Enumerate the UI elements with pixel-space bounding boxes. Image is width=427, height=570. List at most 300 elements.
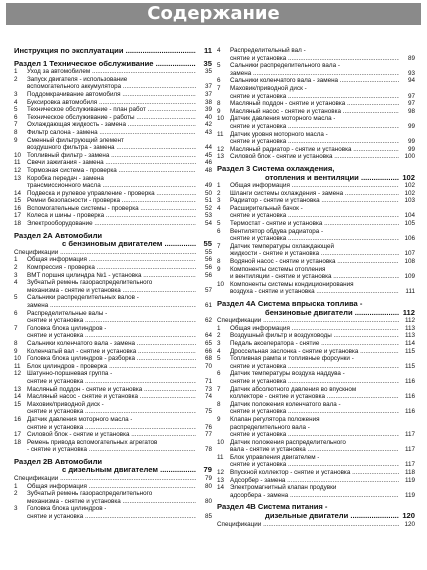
toc-entry[interactable] <box>217 492 415 500</box>
toc-entry-number: 1 <box>217 324 221 332</box>
toc-entry-number: 5 <box>217 62 221 70</box>
toc-entry[interactable] <box>14 294 212 302</box>
toc-entry-page: 61 <box>204 302 212 309</box>
toc-entry[interactable] <box>14 68 212 76</box>
toc-entry-title: Распределительный вал - <box>230 47 306 54</box>
toc-entry[interactable] <box>14 159 212 167</box>
toc-entry[interactable] <box>217 138 415 146</box>
toc-entry-title: Запуск двигателя - использование <box>27 75 128 83</box>
section-heading-page: 11 <box>203 47 212 55</box>
toc-entry[interactable] <box>217 273 415 281</box>
section-heading[interactable] <box>217 165 415 174</box>
toc-entry-title: Масляный насос - снятие и установка ..... <box>230 108 399 116</box>
toc-entry-title: Сменный фильтрующий элемент <box>27 136 124 144</box>
section-heading-text: Раздел 1 Техническое обслуживание ..... <box>14 60 196 69</box>
toc-entry-page: 55 <box>204 248 212 256</box>
toc-entry-page: 49 <box>204 182 212 190</box>
toc-entry[interactable] <box>217 47 415 55</box>
toc-entry[interactable] <box>217 408 415 416</box>
toc-entry[interactable] <box>14 483 212 491</box>
toc-entry[interactable] <box>217 182 415 190</box>
toc-entry-number: 9 <box>14 347 18 355</box>
toc-entry[interactable] <box>14 363 212 371</box>
toc-left-column <box>14 47 212 521</box>
toc-entry-title: механизма - снятие и установка ..... <box>27 498 196 506</box>
toc-entry-title: Сальники распределительного вала - <box>230 62 340 70</box>
toc-entry[interactable] <box>14 424 212 432</box>
toc-entry[interactable] <box>14 490 212 498</box>
toc-entry-number: 6 <box>217 77 221 85</box>
toc-entry-page: 97 <box>407 92 415 100</box>
toc-entry[interactable] <box>217 281 415 289</box>
toc-entry[interactable] <box>217 477 415 485</box>
toc-entry-page: 97 <box>407 100 415 108</box>
toc-entry-page: 117 <box>404 431 415 439</box>
toc-entry-title: Головка блока цилиндров - разборка ..... <box>27 355 196 363</box>
toc-entry-number: 2 <box>217 189 221 197</box>
toc-entry[interactable] <box>217 446 415 454</box>
toc-entry[interactable] <box>14 446 212 454</box>
toc-entry-page: 77 <box>204 431 212 439</box>
section-heading-continued[interactable] <box>217 309 415 318</box>
toc-entry[interactable] <box>14 287 212 295</box>
toc-entry-title: снятие и установка ..... <box>27 378 196 386</box>
section-heading[interactable] <box>217 503 415 512</box>
toc-entry[interactable] <box>14 76 212 84</box>
toc-entry[interactable] <box>14 325 212 333</box>
toc-entry[interactable] <box>14 220 212 228</box>
toc-entry-title: Фильтр салона - замена ..... <box>27 129 196 137</box>
section-heading-continued[interactable] <box>217 174 415 183</box>
toc-entry[interactable] <box>14 340 212 348</box>
toc-entry-page: 117 <box>404 461 415 469</box>
toc-entry-page: 76 <box>204 423 212 431</box>
toc-entry-title: снятие и установка ..... <box>230 123 399 131</box>
toc-entry-page: 37 <box>204 83 212 91</box>
toc-entry-title: Шланги системы охлаждения - замена ..... <box>230 190 399 198</box>
toc-entry-number: 13 <box>217 153 225 161</box>
toc-entry-title: снятие и установка ..... <box>230 55 399 63</box>
toc-entry-title: воздуха - снятие и установка ..... <box>230 288 399 296</box>
section-heading-text: бензиновые двигатели ..... <box>265 309 399 318</box>
toc-entry-number: 18 <box>14 438 22 446</box>
toc-entry[interactable] <box>217 212 415 220</box>
toc-entry-page: 113 <box>404 332 415 340</box>
toc-entry[interactable] <box>217 70 415 78</box>
toc-entry-page: 94 <box>407 77 415 85</box>
toc-entry-number: 7 <box>14 324 18 332</box>
toc-entry[interactable] <box>217 220 415 228</box>
toc-entry[interactable] <box>217 332 415 340</box>
toc-entry-title: Датчик абсолютного давления во впускном <box>230 385 357 393</box>
toc-entry[interactable] <box>14 197 212 205</box>
toc-entry-title: Клапан регулятора положения <box>230 415 320 423</box>
toc-entry[interactable] <box>14 212 212 220</box>
toc-entry[interactable] <box>217 416 415 424</box>
toc-entry-title: снятие и установка ..... <box>27 408 196 416</box>
toc-entry[interactable] <box>217 370 415 378</box>
toc-entry[interactable] <box>217 197 415 205</box>
toc-entry[interactable] <box>217 424 415 432</box>
toc-entry-number: 4 <box>14 98 18 106</box>
toc-entry[interactable] <box>217 77 415 85</box>
toc-entry[interactable] <box>14 401 212 409</box>
toc-entry[interactable] <box>217 55 415 63</box>
toc-entry-page: 107 <box>404 250 415 258</box>
toc-entry-page: 48 <box>204 166 212 174</box>
toc-right-column <box>217 47 415 528</box>
toc-entry[interactable] <box>217 521 415 529</box>
toc-entry[interactable] <box>14 175 212 183</box>
toc-entry[interactable] <box>217 153 415 161</box>
toc-entry-title: снятие и установка ..... <box>27 317 196 325</box>
toc-entry[interactable] <box>217 115 415 123</box>
toc-entry-number: 16 <box>14 415 22 423</box>
toc-entry-page: 98 <box>407 107 415 115</box>
toc-entry[interactable] <box>217 205 415 213</box>
toc-entry-page: 99 <box>407 122 415 130</box>
toc-entry-page: 37 <box>204 90 212 98</box>
toc-entry-number: 14 <box>14 189 22 197</box>
section-heading-text: Раздел 4А Система впрыска топлива - <box>217 300 363 308</box>
toc-entry[interactable] <box>217 401 415 409</box>
toc-entry-page: 106 <box>404 235 415 243</box>
toc-entry-page: 119 <box>404 491 415 499</box>
toc-entry[interactable] <box>217 123 415 131</box>
toc-entry-title: Головка блока цилиндров - <box>27 505 107 513</box>
toc-entry[interactable] <box>217 378 415 386</box>
toc-entry-title: Блок цилиндров - проверка ..... <box>27 363 196 371</box>
section-heading-continued[interactable] <box>14 240 212 249</box>
toc-entry-number: 5 <box>217 355 221 363</box>
toc-entry[interactable] <box>217 484 415 492</box>
toc-entry-number: 7 <box>14 121 18 129</box>
toc-entry-number: 15 <box>14 400 22 408</box>
toc-entry-number: 1 <box>14 256 18 264</box>
toc-entry-title: механизма - снятие и установка ..... <box>27 287 196 295</box>
toc-entry[interactable] <box>217 355 415 363</box>
toc-entry-number: 7 <box>217 84 221 92</box>
toc-entry-title: Впускной коллектор - снятие и установка ..... <box>230 469 399 477</box>
toc-entry-number: 3 <box>217 339 221 347</box>
toc-entry-number: 8 <box>217 400 221 408</box>
toc-entry[interactable] <box>217 393 415 401</box>
toc-entry-title: Спецификации ..... <box>14 475 196 483</box>
toc-entry-page: 38 <box>204 98 212 106</box>
toc-entry-number: 14 <box>217 484 225 492</box>
toc-entry-page: 62 <box>204 317 212 325</box>
toc-entry[interactable] <box>217 439 415 447</box>
toc-entry[interactable] <box>217 431 415 439</box>
toc-entry-title: Адсорбер - замена ..... <box>230 477 399 485</box>
toc-entry-number: 12 <box>14 370 22 378</box>
toc-entry-page: 116 <box>404 377 415 385</box>
toc-entry-title: жидкости - снятие и установка ..... <box>230 250 399 258</box>
toc-entry[interactable] <box>217 93 415 101</box>
toc-entry-title: коллекторе - снятие и установка ..... <box>230 393 399 401</box>
toc-entry-number: 1 <box>14 482 18 490</box>
toc-entry-page: 51 <box>204 197 212 205</box>
toc-entry[interactable] <box>14 144 212 152</box>
toc-entry[interactable] <box>14 264 212 272</box>
toc-entry-title: Силовой блок - снятие и установка ..... <box>27 431 196 439</box>
toc-entry-page: 80 <box>204 482 212 490</box>
toc-entry[interactable] <box>217 317 415 325</box>
toc-entry-number: 5 <box>217 220 221 228</box>
toc-entry[interactable] <box>14 279 212 287</box>
toc-entry-title: снятие и установка ..... <box>27 332 196 340</box>
toc-entry[interactable] <box>217 266 415 274</box>
toc-entry-number: 7 <box>217 385 221 393</box>
toc-entry-title: Термостат - снятие и установка ..... <box>230 220 399 228</box>
toc-entry[interactable] <box>14 475 212 483</box>
toc-entry-title: Общая информация ..... <box>27 483 196 491</box>
toc-entry-title: Электромагнитный клапан продувки <box>230 484 337 492</box>
toc-entry[interactable] <box>14 355 212 363</box>
toc-entry-page: 75 <box>204 408 212 416</box>
toc-entry[interactable] <box>14 386 212 394</box>
section-heading-text: отопления и вентиляции ..... <box>265 174 399 183</box>
section-heading[interactable] <box>14 47 212 56</box>
toc-entry-number: 2 <box>14 75 18 83</box>
toc-entry[interactable] <box>217 288 415 296</box>
toc-entry-page: 85 <box>204 513 212 521</box>
toc-entry[interactable] <box>14 99 212 107</box>
toc-entry[interactable] <box>14 439 212 447</box>
toc-entry-page: 118 <box>404 469 415 477</box>
section-heading-text: Раздел 4В Система питания - <box>217 503 328 512</box>
toc-entry[interactable] <box>14 205 212 213</box>
toc-entry-number: 11 <box>14 362 21 370</box>
toc-entry-page: 119 <box>404 476 415 484</box>
toc-entry[interactable] <box>14 256 212 264</box>
toc-entry-title: Силовой блок - снятие и установка ..... <box>230 153 399 161</box>
toc-entry-title: Подвеска и рулевое управление - проверка ..... <box>27 190 196 198</box>
toc-entry-page: 100 <box>404 153 415 161</box>
toc-entry[interactable] <box>14 83 212 91</box>
toc-entry[interactable] <box>217 363 415 371</box>
toc-entry-number: 11 <box>217 130 224 138</box>
toc-entry-number: 17 <box>14 431 22 439</box>
toc-entry-number: 2 <box>217 332 221 340</box>
toc-entry[interactable] <box>14 505 212 513</box>
toc-entry-page: 108 <box>404 258 415 266</box>
toc-entry-title: Масляный насос - снятие и установка ..... <box>27 393 196 401</box>
toc-entry[interactable] <box>14 121 212 129</box>
toc-entry-number: 12 <box>217 145 225 153</box>
toc-entry-page: 78 <box>204 446 212 454</box>
toc-entry-title: Масляный радиатор - снятие и установка ..... <box>230 146 399 154</box>
toc-entry-page: 113 <box>404 324 415 332</box>
toc-entry[interactable] <box>217 190 415 198</box>
toc-entry[interactable] <box>14 408 212 416</box>
toc-entry[interactable] <box>14 317 212 325</box>
toc-entry-title: Масляный поддон - снятие и установка ..... <box>230 100 399 108</box>
toc-entry-title: Педаль акселератора - снятие ..... <box>230 340 399 348</box>
toc-entry-title: Электрооборудование ..... <box>27 220 196 228</box>
toc-entry-title: Свечи зажигания - замена ..... <box>27 159 196 167</box>
section-heading-page: 35 <box>203 59 212 68</box>
toc-entry-number: 1 <box>217 182 221 190</box>
toc-entry-title: замена ..... <box>27 302 196 310</box>
toc-entry-number: 8 <box>14 128 18 136</box>
toc-entry[interactable] <box>14 302 212 310</box>
toc-entry-title: Уход за автомобилем ..... <box>27 68 196 76</box>
toc-entry-number: 11 <box>217 453 224 461</box>
toc-entry[interactable] <box>14 114 212 122</box>
toc-entry-number: 18 <box>14 220 22 228</box>
section-heading[interactable] <box>14 458 212 467</box>
toc-entry-number: 2 <box>14 264 18 272</box>
toc-entry-number: 11 <box>14 159 21 167</box>
toc-entry-title: Спецификации ..... <box>217 317 399 325</box>
section-heading-text: Раздел 3 Система охлаждения, <box>217 164 335 173</box>
toc-entry[interactable] <box>217 454 415 462</box>
toc-entry[interactable] <box>14 91 212 99</box>
toc-entry-page: 116 <box>404 408 415 416</box>
toc-entry[interactable] <box>217 250 415 258</box>
toc-entry[interactable] <box>14 182 212 190</box>
toc-entry-title: Маховик/приводной диск - <box>27 400 104 408</box>
toc-entry-page: 39 <box>204 106 212 114</box>
toc-entry[interactable] <box>14 348 212 356</box>
toc-entry[interactable] <box>217 100 415 108</box>
toc-entry-page: 56 <box>204 256 212 264</box>
toc-entry-title: снятие и установка ..... <box>230 93 399 101</box>
toc-entry-title: Ремень привода вспомогательных агрегатов <box>27 438 158 446</box>
toc-entry-title: Головка блока цилиндров - <box>27 324 107 332</box>
toc-entry-title: Вспомогательные системы - проверка ..... <box>27 205 196 213</box>
toc-entry[interactable] <box>14 393 212 401</box>
toc-entry[interactable] <box>14 378 212 386</box>
toc-entry-page: 80 <box>204 497 212 505</box>
section-heading-text: Инструкция по эксплуатации ..... <box>14 47 196 56</box>
toc-entry-title: снятие и установка ..... <box>230 363 399 371</box>
toc-entry[interactable] <box>217 469 415 477</box>
toc-entry[interactable] <box>217 461 415 469</box>
toc-entry-number: 3 <box>217 197 221 205</box>
toc-entry-page: 56 <box>204 264 212 272</box>
toc-entry[interactable] <box>14 431 212 439</box>
toc-entry-title: Радиатор - снятие и установка ..... <box>230 197 399 205</box>
section-heading-continued[interactable] <box>217 512 415 521</box>
toc-entry-page: 57 <box>204 286 212 294</box>
toc-entry[interactable] <box>14 106 212 114</box>
toc-entry-title: Техническое обслуживание - план работ ..... <box>27 106 196 114</box>
toc-entry-title: Буксировка автомобиля ..... <box>27 99 196 107</box>
toc-entry-title: Коробка передач - замена <box>27 174 104 182</box>
toc-entry-title: Блок управления двигателем - <box>230 453 320 461</box>
toc-entry-page: 71 <box>204 377 212 385</box>
toc-entry[interactable] <box>217 348 415 356</box>
toc-entry-title: ВМТ поршня цилиндра №1 - установка ..... <box>27 272 196 280</box>
toc-entry-number: 8 <box>217 100 221 108</box>
toc-entry-title: Компрессия - проверка ..... <box>27 264 196 272</box>
toc-entry[interactable] <box>14 513 212 521</box>
toc-entry[interactable] <box>14 272 212 280</box>
toc-entry[interactable] <box>14 129 212 137</box>
toc-entry-title: Топливная рампа и топливные форсунки - <box>230 355 354 363</box>
toc-entry[interactable] <box>217 228 415 236</box>
toc-entry-title: снятие и установка ..... <box>230 408 399 416</box>
toc-entry-number: 6 <box>14 309 18 317</box>
toc-entry-title: Распределительные валы - <box>27 309 108 317</box>
toc-entry-number: 6 <box>217 227 221 235</box>
toc-entry-number: 9 <box>14 136 18 144</box>
toc-entry[interactable] <box>14 370 212 378</box>
toc-entry[interactable] <box>217 340 415 348</box>
section-heading-continued[interactable] <box>14 466 212 475</box>
toc-entry-page: 99 <box>407 138 415 146</box>
toc-entry[interactable] <box>217 243 415 251</box>
toc-entry[interactable] <box>217 108 415 116</box>
toc-entry[interactable] <box>217 235 415 243</box>
toc-entry-title: Ремни безопасности - проверка ..... <box>27 197 196 205</box>
toc-entry-number: 10 <box>14 355 22 363</box>
toc-entry-page: 99 <box>407 145 415 153</box>
toc-entry-number: 9 <box>217 107 221 115</box>
section-heading[interactable] <box>14 60 212 69</box>
toc-entry-number: 14 <box>14 393 22 401</box>
toc-entry-number: 9 <box>217 415 221 423</box>
toc-entry[interactable] <box>217 325 415 333</box>
toc-entry-title: Техническое обслуживание - работы ..... <box>27 114 196 122</box>
toc-entry-page: 105 <box>404 220 415 228</box>
toc-entry-title: Датчик положения коленчатого вала - <box>230 400 341 408</box>
toc-entry[interactable] <box>217 258 415 266</box>
section-heading-text: Раздел 2В Автомобили <box>14 457 103 466</box>
toc-entry[interactable] <box>14 332 212 340</box>
toc-entry-number: 8 <box>14 339 18 347</box>
section-heading[interactable] <box>217 300 415 309</box>
toc-entry-title: Шатунно-поршневая группа - <box>27 370 113 378</box>
toc-entry-page: 115 <box>404 362 415 370</box>
toc-entry[interactable] <box>14 416 212 424</box>
section-heading-page: 55 <box>203 240 212 249</box>
toc-entry-title: Масляный поддон - снятие и установка ..... <box>27 386 196 394</box>
toc-entry[interactable] <box>14 310 212 318</box>
page-title: Содержание <box>147 3 280 24</box>
toc-entry[interactable] <box>14 190 212 198</box>
toc-entry[interactable] <box>217 386 415 394</box>
toc-entry-title: Колеса и шины - проверка ..... <box>27 212 196 220</box>
toc-entry[interactable] <box>14 167 212 175</box>
toc-entry-page: 102 <box>404 182 415 190</box>
toc-entry-title: Общая информация ..... <box>230 182 399 190</box>
toc-entry-title: Зубчатый ремень газораспределительного <box>27 279 153 287</box>
toc-entry-number: 6 <box>14 113 18 121</box>
toc-entry-title: Спецификации ..... <box>217 521 399 529</box>
toc-entry[interactable] <box>14 249 212 257</box>
section-heading[interactable] <box>14 232 212 241</box>
toc-entry[interactable] <box>217 85 415 93</box>
toc-entry[interactable] <box>217 146 415 154</box>
toc-entry-number: 3 <box>14 271 18 279</box>
toc-entry-number: 1 <box>14 68 18 76</box>
toc-entry-number: 17 <box>14 212 22 220</box>
toc-entry[interactable] <box>14 152 212 160</box>
toc-entry[interactable] <box>217 131 415 139</box>
toc-entry-page: 66 <box>204 347 212 355</box>
toc-entry-page: 64 <box>204 332 212 340</box>
toc-entry[interactable] <box>217 62 415 70</box>
toc-entry-page: 120 <box>404 520 415 528</box>
toc-entry[interactable] <box>14 498 212 506</box>
toc-entry[interactable] <box>14 137 212 145</box>
toc-entry-title: Дроссельная заслонка - снятие и установка ..... <box>230 348 399 356</box>
toc-entry-title: трансмиссионного масла ..... <box>27 182 196 190</box>
toc-entry-title: Вентилятор обдува радиатора - <box>230 227 324 235</box>
